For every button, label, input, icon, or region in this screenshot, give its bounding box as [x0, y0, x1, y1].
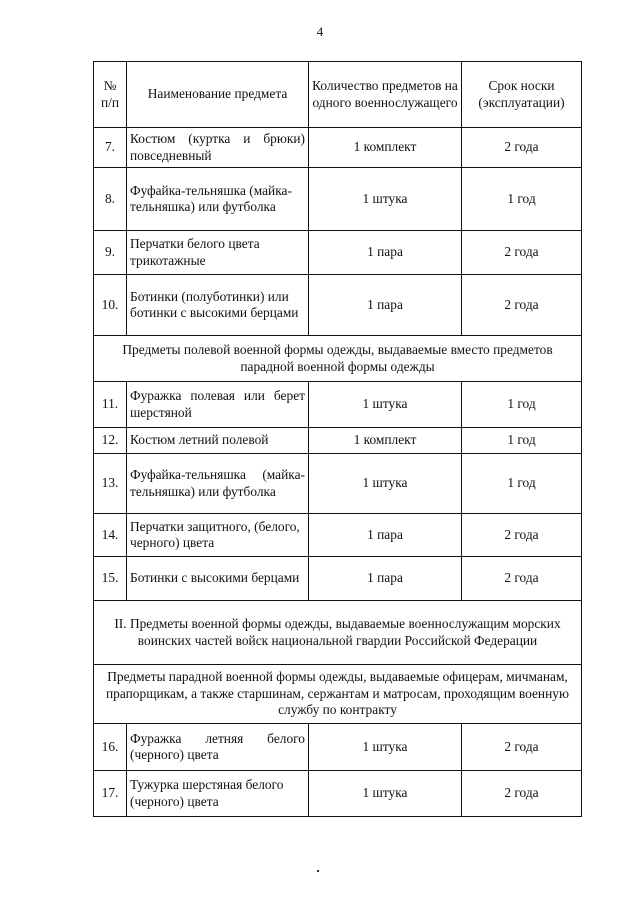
row-num: 16. [94, 724, 127, 771]
row-num: 7. [94, 128, 127, 168]
row-quantity: 1 штука [309, 168, 462, 231]
table-row [94, 557, 582, 601]
row-num: 9. [94, 231, 127, 275]
scan-speck [317, 870, 319, 872]
row-num: 15. [94, 557, 127, 601]
row-quantity: 1 пара [309, 231, 462, 275]
table-row [94, 231, 582, 275]
row-num: 10. [94, 275, 127, 336]
row-num: 11. [94, 382, 127, 428]
row-term: 2 года [462, 275, 582, 336]
table-row [94, 771, 582, 817]
header-quantity: Количество предметов на одного военнослужащего [309, 62, 462, 128]
row-quantity: 1 штука [309, 454, 462, 514]
row-name: Фуфайка-тельняшка (майка-тельняшка) или футболка [127, 168, 309, 231]
page-number: 4 [316, 24, 324, 39]
table-row [94, 168, 582, 231]
row-quantity: 1 комплект [309, 128, 462, 168]
row-term: 1 год [462, 382, 582, 428]
row-name: Костюм (куртка и брюки) повседневный [127, 128, 309, 168]
table-row [94, 428, 582, 454]
table-row [94, 275, 582, 336]
table-row [94, 724, 582, 771]
row-quantity: 1 штука [309, 382, 462, 428]
row-name: Фуражка летняя белого (черного) цвета [127, 724, 309, 771]
header-term: Срок носки (эксплуатации) [462, 62, 582, 128]
section-heading-ii: II. Предметы военной формы одежды, выдаваемые военнослужащим морских воинских частей войск национальной гвардии Российской Федерации [94, 601, 582, 665]
row-name: Фуражка полевая или берет шерстяной [127, 382, 309, 428]
row-name: Тужурка шерстяная белого (черного) цвета [127, 771, 309, 817]
row-name: Перчатки белого цвета трикотажные [127, 231, 309, 275]
row-quantity: 1 комплект [309, 428, 462, 454]
row-term: 2 года [462, 771, 582, 817]
row-num: 13. [94, 454, 127, 514]
header-name: Наименование предмета [127, 62, 309, 128]
row-term: 2 года [462, 128, 582, 168]
row-quantity: 1 штука [309, 724, 462, 771]
row-term: 2 года [462, 557, 582, 601]
row-quantity: 1 пара [309, 275, 462, 336]
row-quantity: 1 пара [309, 514, 462, 557]
section-row [94, 601, 582, 665]
row-quantity: 1 пара [309, 557, 462, 601]
section-field-uniform: Предметы полевой военной формы одежды, выдаваемые вместо предметов парадной военной формы одежды [94, 336, 582, 382]
row-name: Ботинки с высокими берцами [127, 557, 309, 601]
row-name: Ботинки (полуботинки) или ботинки с высокими берцами [127, 275, 309, 336]
row-term: 1 год [462, 168, 582, 231]
table-row [94, 514, 582, 557]
table-row [94, 128, 582, 168]
row-num: 12. [94, 428, 127, 454]
row-term: 1 год [462, 454, 582, 514]
section-row [94, 665, 582, 724]
row-name: Фуфайка-тельняшка (майка-тельняшка) или футболка [127, 454, 309, 514]
row-term: 2 года [462, 724, 582, 771]
row-name: Перчатки защитного, (белого, черного) цвета [127, 514, 309, 557]
section-parade-uniform: Предметы парадной военной формы одежды, выдаваемые офицерам, мичманам, прапорщикам, а также старшинам, сержантам и матросам, проходящим военную службу по контракту [94, 665, 582, 724]
table-row [94, 454, 582, 514]
row-term: 2 года [462, 231, 582, 275]
row-name: Костюм летний полевой [127, 428, 309, 454]
row-num: 8. [94, 168, 127, 231]
header-num: № п/п [94, 62, 127, 128]
row-num: 17. [94, 771, 127, 817]
row-num: 14. [94, 514, 127, 557]
row-term: 2 года [462, 514, 582, 557]
clothing-norms-table [93, 61, 582, 817]
row-quantity: 1 штука [309, 771, 462, 817]
table-row [94, 382, 582, 428]
table-header-row [94, 62, 582, 128]
section-row [94, 336, 582, 382]
row-term: 1 год [462, 428, 582, 454]
